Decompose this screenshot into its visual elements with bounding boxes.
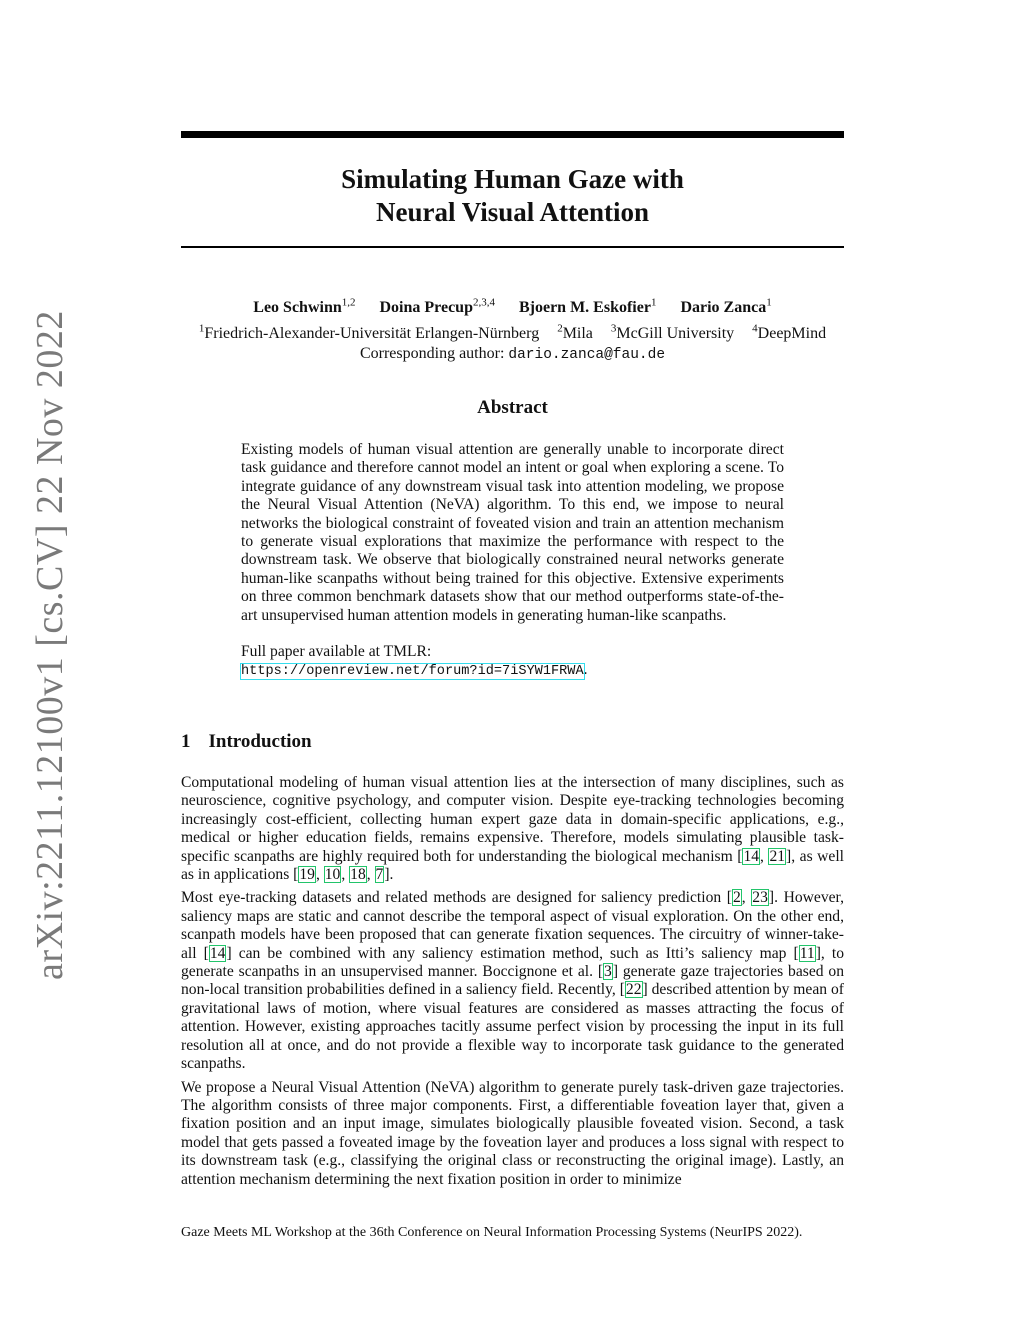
citation-link[interactable]: 14 [743, 847, 760, 865]
citation-link[interactable]: 22 [625, 981, 642, 999]
paragraph: Computational modeling of human visual attention lies at the intersection of many disciplines, such as neuroscience, cognitive psychology, and computer vision. Despite eye-tracking technologies becoming increasingly cost-efficient, collecting human expert gaze data in domain-specific applications, e.g., medical or higher education fields, remains expensive. Therefore, models simulating plausible task-specific scanpaths are highly required both for understanding the biological mechanism [14, 21], as well as in applications [19, 10, 18, 7]. [181, 774, 844, 884]
citation-link[interactable]: 21 [769, 847, 786, 865]
title-line-2: Neural Visual Attention [375, 197, 650, 227]
title-line-1: Simulating Human Gaze with [341, 164, 684, 194]
affiliations [150, 318, 875, 343]
corresponding-author: Corresponding author: dario.zanca@fau.de [359, 344, 666, 363]
arxiv-stamp: arXiv:2211.12100v1 [cs.CV] 22 Nov 2022 [29, 310, 71, 980]
author: Dario Zanca$^1$ [680, 297, 772, 317]
citation-link[interactable]: 18 [350, 866, 366, 884]
abstract-text: Existing models of human visual attention are generally unable to incorporate direct task guidance and therefore cannot model an intent or goal when exploring a scene. To integrate guidance of any downstream visual task into attention modeling, we propose the Neural Visual Attention (NeVA) algorithm. To this end, we impose to neural networks the biological constraint of foveated vision and train an attention mechanism to generate visual explorations that maximize the performance with respect to the downstream task. We observe that biologically constrained neural networks generate human-like scanpaths without being trained for this objective. Extensive experiments on three common benchmark datasets show that our method outperforms state-of-the-art unsupervised human attention models in generating human-like scanpaths. [241, 441, 784, 624]
citation-link[interactable]: 11 [799, 944, 815, 962]
abstract-body [241, 441, 784, 682]
author: Doina Precup$^{2,3,4}$ [379, 297, 495, 317]
author: Leo Schwinn$^{1,2}$ [253, 297, 356, 317]
citation-link[interactable]: 7 [375, 866, 384, 884]
affiliation: $^2$Mila [557, 322, 593, 342]
full-paper-note: Full paper available at TMLR: https://openreview.net/forum?id=7iSYW1FRWA. [241, 643, 588, 680]
author: Bjoern M. Eskofier$^1$ [518, 297, 657, 317]
affiliation: $^4$DeepMind [752, 322, 827, 342]
paper-title [181, 163, 844, 229]
author-block [150, 293, 875, 365]
citation-link[interactable]: 10 [324, 866, 341, 884]
citation-link[interactable]: 3 [604, 963, 612, 981]
introduction-body [181, 774, 844, 1194]
section-heading-introduction: 1 Introduction [181, 731, 312, 752]
citation-link[interactable]: 14 [209, 944, 226, 962]
citation-link[interactable]: 2 [732, 889, 741, 907]
citation-link[interactable]: 19 [299, 866, 315, 884]
corresponding-email[interactable]: dario.zanca@fau.de [508, 346, 666, 363]
title-top-rule [181, 131, 844, 138]
venue-footnote: Gaze Meets ML Workshop at the 36th Conference on Neural Information Processing Systems (NeurIPS 2022). [181, 1225, 803, 1240]
paragraph: We propose a Neural Visual Attention (NeVA) algorithm to generate purely task-driven gaze trajectories. The algorithm consists of three major components. First, a differentiable foveation layer that, given a fixation position and an input image, simulates biologically plausible foveated vision. Second, a task model that gets passed a foveated image by the foveation layer and produces a loss signal with respect to its downstream task (e.g., classifying the original class or reconstructing the original image). Lastly, an attention mechanism determining the next fixation position in order to minimize [181, 1078, 844, 1188]
affiliation: $^1$Friedrich-Alexander-Universität Erlangen-Nürnberg [198, 322, 540, 342]
title-bottom-rule [181, 246, 844, 248]
abstract-heading: Abstract [477, 397, 548, 418]
affiliation: $^3$McGill University [610, 322, 735, 342]
openreview-link[interactable]: https://openreview.net/forum?id=7iSYW1FRWA [241, 664, 584, 680]
paragraph: Most eye-tracking datasets and related methods are designed for saliency prediction [2, 23]. However, saliency maps are static and cannot describe the temporal aspect of visual exploration. On the other end, scanpath models have been proposed that can generate fixation sequences. The circuitry of winner-take-all [14] can be combined with any saliency estimation method, such as Itti’s saliency map [11], to generate scanpaths in an unsupervised manner. Boccignone et al. [3] generate gaze trajectories based on non-local transition probabilities defined in a saliency field. Recently, [22] described attention by mean of gravitational laws of motion, where visual features are considered as masses attracting the focus of attention. However, existing approaches tacitly assume perfect vision by processing the input in its full resolution all at once, and do not provide a flexible way to incorporate task guidance to the generated scanpaths. [181, 889, 844, 1073]
author-names [150, 293, 875, 318]
citation-link[interactable]: 23 [752, 889, 768, 907]
